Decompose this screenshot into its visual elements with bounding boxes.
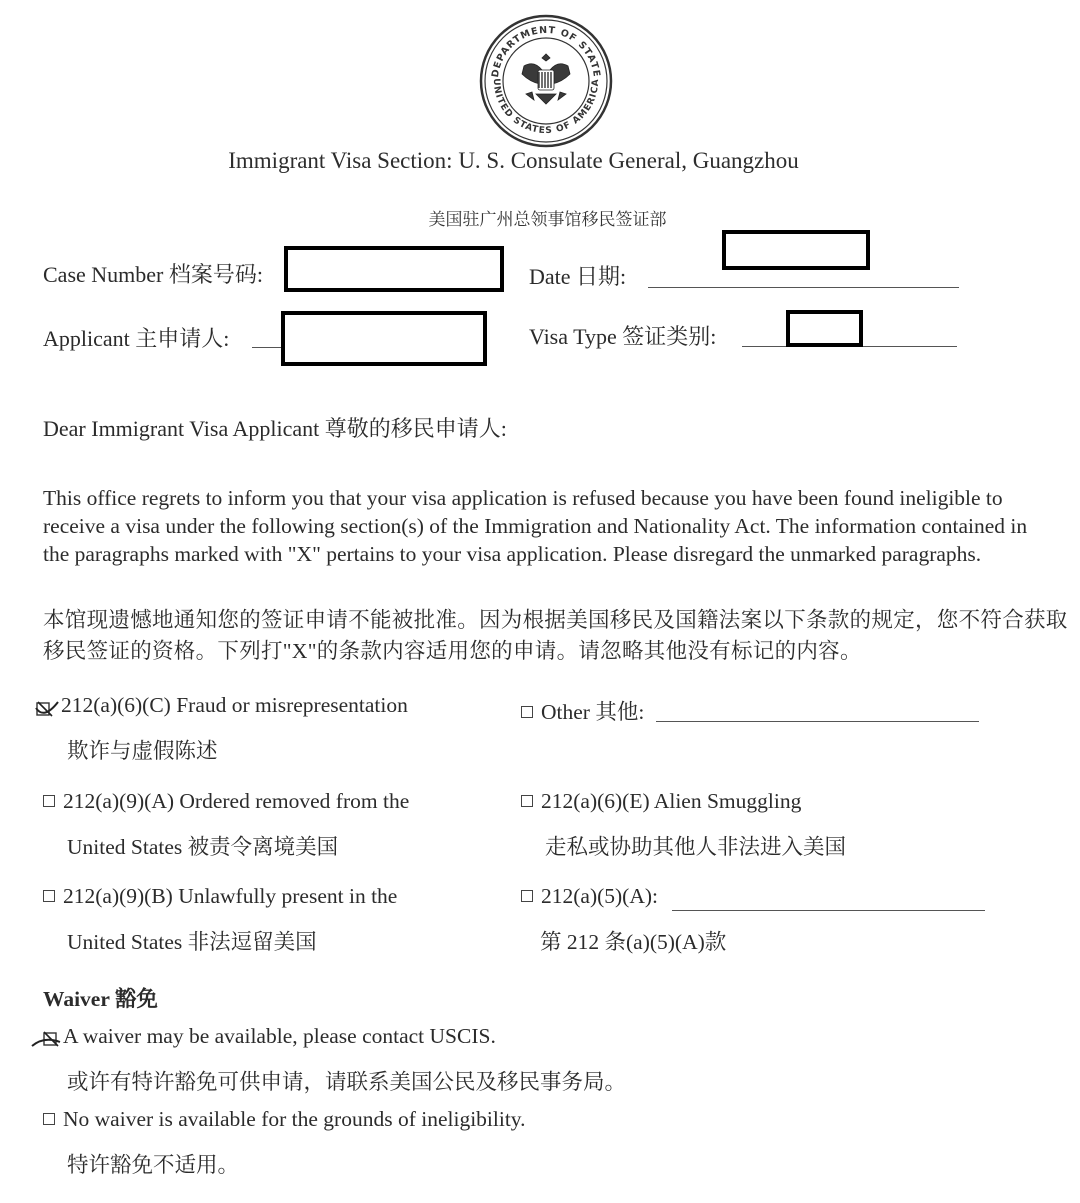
waiver-unavailable-label: No waiver is available for the grounds of ineligibility.: [63, 1107, 526, 1131]
checkbox-icon: [43, 890, 55, 902]
waiver-available-label: A waiver may be available, please contact USCIS.: [63, 1024, 496, 1048]
checked-x-mark-icon: [30, 1028, 64, 1052]
section-fraud-cn: 欺诈与虚假陈述: [67, 739, 218, 763]
page-subtitle: 美国驻广州总领事馆移民签证部: [428, 210, 667, 229]
body-paragraph-en: This office regrets to inform you that your visa application is refused because you have been found ineligible to receive a visa under the following section(s) of the Immigration and Nationality Act. The information contained in the paragraphs marked with "X" pertains to your visa application. Please disregard the unmarked paragraphs.: [43, 486, 1028, 566]
section-smuggling: [521, 789, 801, 814]
section-removed-label: 212(a)(9)(A) Ordered removed from the: [63, 789, 410, 813]
body-paragraph-cn: 本馆现遗憾地通知您的签证申请不能被批准。因为根据美国移民及国籍法案以下条款的规定，您不符合获取移民签证的资格。下列打"X"的条款内容适用您的申请。请忽略其他没有标记的内容。: [43, 608, 1068, 663]
checked-x-mark-icon: [34, 698, 60, 720]
section-other-label: Other 其他:: [541, 700, 645, 724]
waiver-unavailable: [43, 1107, 526, 1132]
section-smuggling-cn: 走私或协助其他人非法进入美国: [545, 835, 847, 859]
checkbox-icon: [43, 1113, 55, 1125]
visa-type-label: Visa Type 签证类别:: [529, 324, 717, 349]
section-other: [521, 695, 644, 726]
date-redaction: [722, 230, 870, 270]
section-smuggling-label: 212(a)(6)(E) Alien Smuggling: [541, 789, 802, 813]
date-label: Date 日期:: [529, 264, 627, 289]
section-public-charge-label: 212(a)(5)(A):: [541, 884, 659, 908]
waiver-unavailable-cn: 特许豁免不适用。: [67, 1153, 240, 1177]
date-underline: [648, 287, 959, 288]
seal-text-bottom: UNITED STATES OF AMERICA: [490, 78, 602, 137]
waiver-available-cn: 或许有特许豁免可供申请，请联系美国公民及移民事务局。: [67, 1070, 627, 1094]
section-removed-cn: United States 被责令离境美国: [67, 835, 339, 859]
checkbox-icon: [521, 795, 533, 807]
department-of-state-seal: [476, 14, 616, 148]
section-public-charge-cn: 第 212 条(a)(5)(A)款: [540, 930, 727, 954]
case-number-label: Case Number 档案号码:: [43, 262, 263, 287]
seal-text-top: DEPARTMENT OF STATE: [490, 24, 602, 79]
checkbox-icon: [521, 706, 533, 718]
section-unlawful-label: 212(a)(9)(B) Unlawfully present in the: [63, 884, 398, 908]
checkbox-icon: [43, 795, 55, 807]
applicant-redaction: [281, 311, 487, 366]
visa-type-redaction: [786, 310, 863, 347]
other-underline: [656, 721, 979, 722]
waiver-heading: Waiver 豁免: [43, 987, 158, 1011]
section-unlawful: [43, 884, 397, 909]
page-title: Immigrant Visa Section: U. S. Consulate General, Guangzhou: [228, 148, 799, 173]
checkbox-icon: [521, 890, 533, 902]
salutation: Dear Immigrant Visa Applicant 尊敬的移民申请人:: [43, 416, 507, 441]
applicant-label: Applicant 主申请人:: [43, 326, 230, 351]
section-fraud-label: 212(a)(6)(C) Fraud or misrepresentation: [61, 693, 408, 717]
section-removed: [43, 789, 409, 814]
eagle-icon: [522, 54, 570, 104]
section-public-charge: [521, 884, 658, 909]
section-unlawful-cn: United States 非法逗留美国: [67, 930, 317, 954]
case-number-redaction: [284, 246, 504, 292]
public-charge-underline: [672, 910, 985, 911]
